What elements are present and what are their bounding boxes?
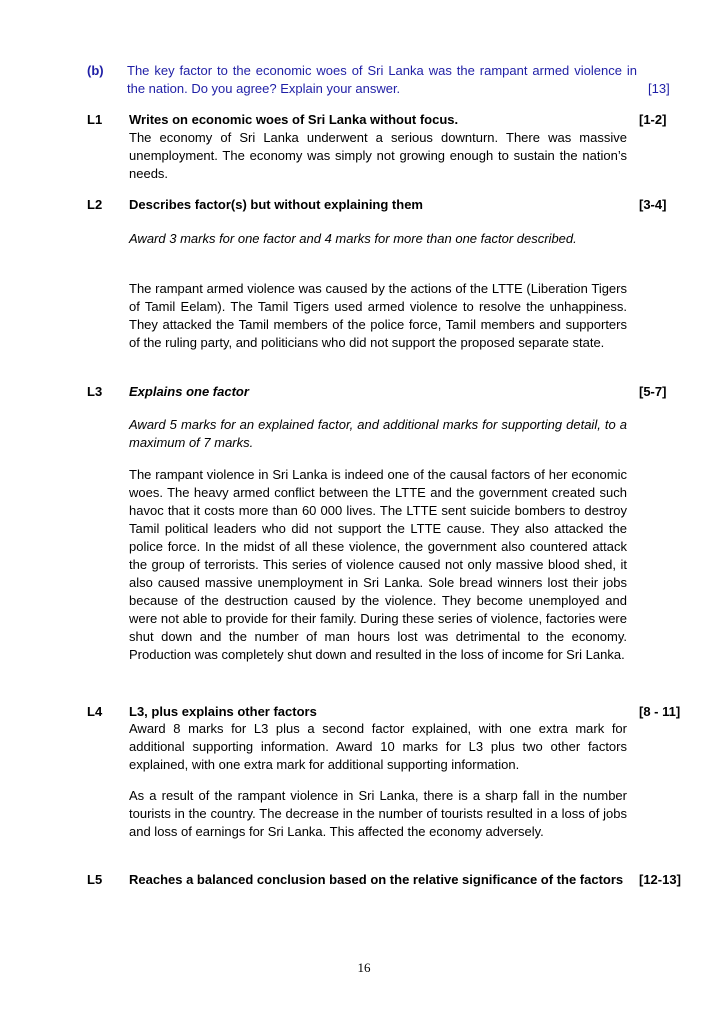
level-marks-l1: [1-2] [639,112,667,127]
level-l3-paragraph: The rampant violence in Sri Lanka is indeed one of the causal factors of her economic woes. The heavy armed conflict between the LTTE and the government created such havoc that it costs more than 60 000 lives. The LTTE sent suicide bombers to destroy Tamil political leaders who did not support the LTTE cause. They also attacked the police force. In the midst of all these violence, the government also countered attack the group of terrorists. This series of violence caused not only massive blood shed, it also caused massive unemployment in Sri Lanka. Sole bread winners lost their jobs because of the destruction caused by the violence. They become unemployed and were not able to provide for their family. During these series of violence, factories were shut down and the number of man hours lost was detrimental to the economy. Production was completely shut down and resulted in the loss of income for Sri Lanka. [129,467,627,662]
level-label-l5: L5 [87,872,103,887]
level-marks-l3: [5-7] [639,384,667,399]
level-l2-guidance: Award 3 marks for one factor and 4 marks for more than one factor described. [129,231,577,246]
level-l1-paragraph: The economy of Sri Lanka underwent a serious downturn. There was massive unemployment. The economy was simply not growing enough to sustain the nation’s needs. [129,130,627,181]
page-number: 16 [357,960,371,975]
level-marks-l4: [8 - 11] [639,704,681,719]
level-marks-l2: [3-4] [639,197,667,212]
level-label-l1: L1 [87,112,103,127]
level-heading-l5: Reaches a balanced conclusion based on the relative significance of the factors [129,872,624,887]
question-text: The key factor to the economic woes of Sri Lanka was the rampant armed violence in the nation. Do you agree? Explain your answer. [127,63,637,96]
level-l4-paragraph: As a result of the rampant violence in Sri Lanka, there is a sharp fall in the number tourists in the country. The decrease in the number of tourists resulted in a loss of jobs and loss of earnings for Sri Lanka. This affected the economy adversely. [129,788,627,839]
level-heading-l1: Writes on economic woes of Sri Lanka without focus. [129,112,459,127]
level-heading-l3: Explains one factor [129,384,249,399]
level-label-l4: L4 [87,704,103,719]
level-l2-paragraph: The rampant armed violence was caused by the actions of the LTTE (Liberation Tigers of Tamil Eelam). The Tamil Tigers used armed violence to resolve the unhappiness. They attacked the Tamil members of the police force, Tamil members and supporters of the ruling party, and politicians who did not support the proposed separate state. [129,281,627,350]
level-marks-l5: [12-13] [639,872,681,887]
level-l3-guidance: Award 5 marks for an explained factor, and additional marks for supporting detail, to a maximum of 7 marks. [129,417,627,450]
level-label-l3: L3 [87,384,103,399]
question-label: (b) [87,63,104,78]
level-heading-l2: Describes factor(s) but without explaining them [129,197,423,212]
question-marks: [13] [648,81,670,96]
level-label-l2: L2 [87,197,103,212]
level-l4-guidance: Award 8 marks for L3 plus a second factor explained, with one extra mark for additional supporting information. Award 10 marks for L3 plus two other factors explained, with one extra mark for additional supporting information. [129,721,627,772]
level-heading-l4: L3, plus explains other factors [129,704,317,719]
